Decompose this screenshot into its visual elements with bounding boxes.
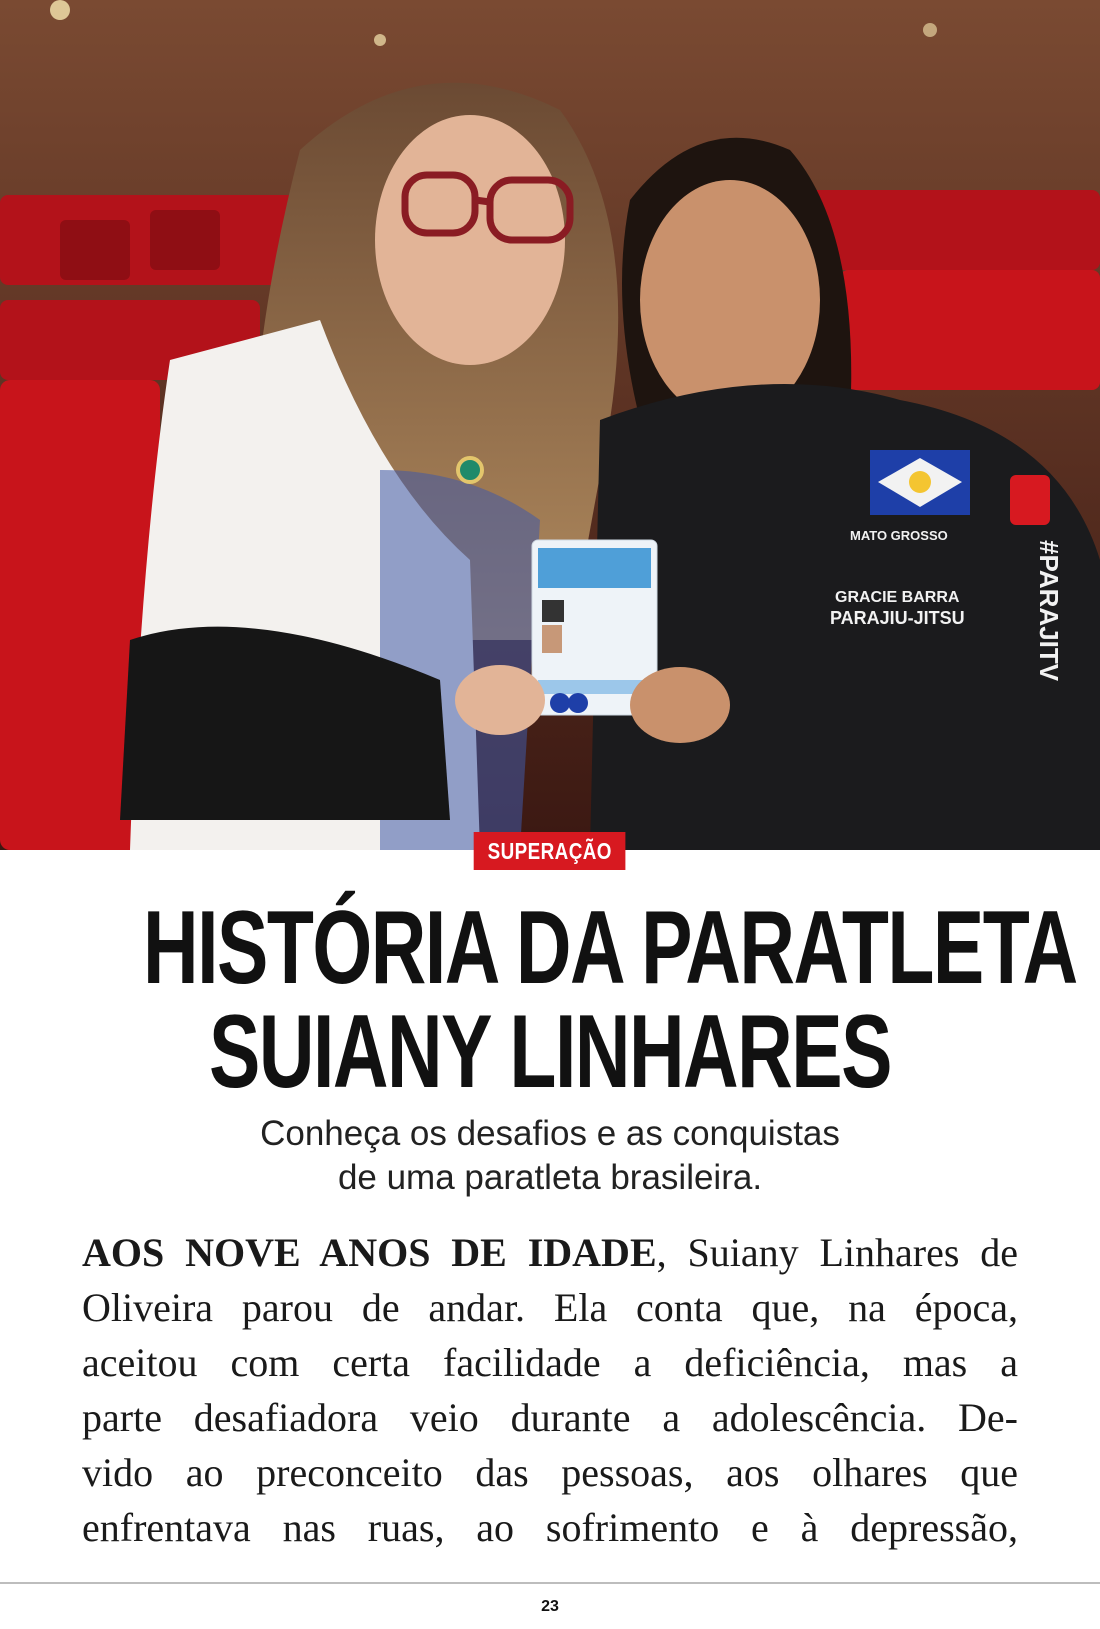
body-line-5: vido ao preconceito das pessoas, aos olhares que (82, 1450, 1018, 1495)
jacket-state-text: MATO GROSSO (850, 528, 948, 543)
jacket-team2-text: PARAJIU-JITSU (830, 608, 965, 628)
section-kicker (0, 832, 1100, 870)
body-line-1-rest: , Suiany Linhares de (656, 1230, 1018, 1275)
page-number: 23 (541, 1598, 559, 1615)
body-line-3: aceitou com certa facilidade a deficiência, mas a (82, 1340, 1018, 1385)
article-subtitle (0, 1112, 1100, 1200)
article-body (82, 1225, 1018, 1555)
body-line-1 (82, 1225, 1018, 1280)
headline-line-2: SUIANY LINHARES (209, 994, 891, 1110)
footer-divider (0, 1582, 1100, 1584)
article-headline (0, 890, 1100, 1110)
jacket-sleeve-text: #PARAJITV (1034, 540, 1064, 682)
body-line-4: parte desafiadora veio durante a adolescência. De- (82, 1395, 1018, 1440)
body-line-6: enfrentava nas ruas, ao sofrimento e à depressão, (82, 1505, 1018, 1550)
subtitle-line-2: de uma paratleta brasileira. (337, 1158, 763, 1197)
kicker-label: SUPERAÇÃO (474, 832, 626, 870)
subtitle-line-1: Conheça os desafios e as conquistas (260, 1114, 840, 1153)
body-line-2: Oliveira parou de andar. Ela conta que, na época, (82, 1285, 1018, 1330)
jacket-team1-text: GRACIE BARRA (835, 589, 960, 606)
headline-line-1: HISTÓRIA DA PARATLETA (143, 890, 1077, 1006)
body-lead: AOS NOVE ANOS DE IDADE (82, 1230, 657, 1275)
